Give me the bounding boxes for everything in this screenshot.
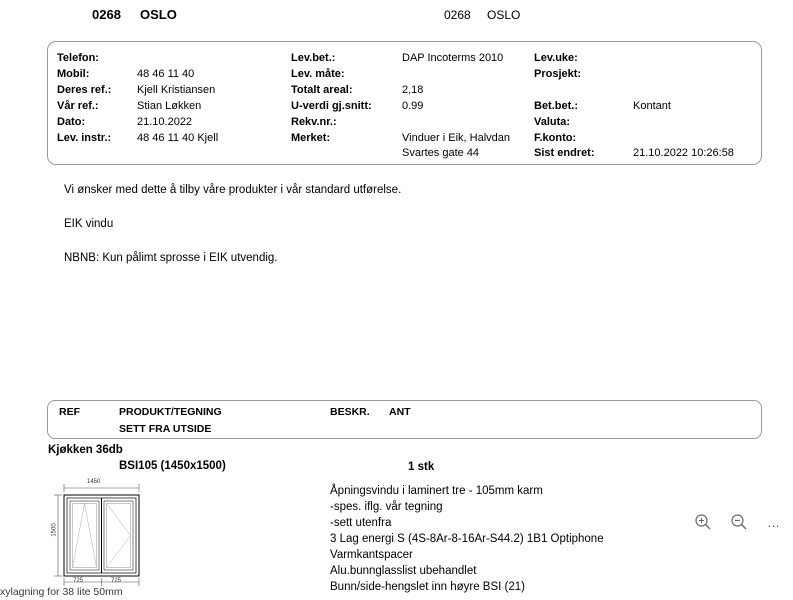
info-label-valuta: Valuta: [534,116,571,128]
info-label-totalt-areal: Totalt areal: [291,84,353,96]
header-name-right: OSLO [487,8,521,22]
table-header-product: PRODUKT/TEGNING [119,406,222,418]
info-label-f-konto: F.konto: [534,132,577,144]
window-drawing [49,479,149,589]
item-spec-line: -sett utenfra [330,517,392,529]
item-spec-line: Alu.bunnglasslist ubehandlet [330,565,477,577]
zoom-in-icon[interactable] [693,512,713,532]
info-label-deres-ref: Deres ref.: [57,84,112,96]
item-spec-line: -spes. iflg. vår tegning [330,501,443,513]
page-right-gutter [781,0,793,600]
document-header [0,7,781,25]
drawing-bottom-left-dimension: 725 [73,578,84,584]
info-label-lev-bet: Lev.bet.: [291,52,336,64]
info-value-deres-ref: Kjell Kristiansen [137,84,216,96]
info-label-merket: Merket: [291,132,331,144]
zoom-more-icon[interactable]: … [767,514,781,530]
info-value-mobil: 48 46 11 40 [137,68,195,80]
body-paragraph-1: Vi ønsker med dette å tilby våre produkter i vår standard utførelse. [64,184,402,196]
table-header-ant: ANT [389,406,411,418]
info-value-bet-bet: Kontant [633,100,671,112]
item-spec-line: Bunn/side-hengslet inn høyre BSI (21) [330,581,525,593]
info-label-telefon: Telefon: [57,52,99,64]
info-value-totalt-areal: 2,18 [402,84,424,96]
body-paragraph-2: EIK vindu [64,218,114,230]
info-value-merket: Vinduer i Eik, Halvdan [402,132,511,144]
info-label-var-ref: Vår ref.: [57,100,99,112]
table-header-ref: REF [59,406,80,418]
info-value-merket-line2: Svartes gate 44 [402,147,480,159]
drawing-bottom-right-dimension: 725 [111,578,122,584]
info-value-dato: 21.10.2022 [137,116,193,128]
info-label-lev-instr: Lev. instr.: [57,132,112,144]
info-value-var-ref: Stian Løkken [137,100,202,112]
table-header-product-sub: SETT FRA UTSIDE [119,423,212,435]
item-quantity: 1 stk [408,461,435,473]
item-spec-line: Varmkantspacer [330,549,413,561]
info-value-sist-endret: 21.10.2022 10:26:58 [633,147,734,159]
info-label-sist-endret: Sist endret: [534,147,595,159]
item-group-title: Kjøkken 36db [48,444,123,456]
info-label-u-verdi: U-verdi gj.snitt: [291,100,372,112]
zoom-out-icon[interactable] [729,512,749,532]
clipped-bottom-text: xylagning for 38 lite 50mm [0,586,123,597]
info-label-lev-uke: Lev.uke: [534,52,578,64]
drawing-top-dimension: 1450 [87,479,101,485]
drawing-left-dimension: 1500 [51,523,58,537]
info-label-mobil: Mobil: [57,68,90,80]
header-number-right: 0268 [444,8,471,22]
item-spec-line: 3 Lag energi S (4S-8Ar-8-16Ar-S44.2) 1B1 Optiphone [330,533,604,545]
info-label-dato: Dato: [57,116,86,128]
info-value-u-verdi: 0.99 [402,100,424,112]
info-label-rekv-nr: Rekv.nr.: [291,116,337,128]
item-spec-line: Åpningsvindu i laminert tre - 105mm karm [330,485,543,497]
header-number-left: 0268 [92,7,121,22]
item-name: BSI105 (1450x1500) [119,460,226,472]
zoom-toolbar [683,496,781,548]
info-label-lev-mate: Lev. måte: [291,68,345,80]
table-header-beskr: BESKR. [330,406,370,418]
info-label-bet-bet: Bet.bet.: [534,100,578,112]
info-label-prosjekt: Prosjekt: [534,68,582,80]
drawing-svg [49,479,149,589]
header-name-left: OSLO [140,7,177,22]
body-paragraph-3: NBNB: Kun pålimt sprosse i EIK utvendig. [64,252,278,264]
info-value-lev-bet: DAP Incoterms 2010 [402,52,504,64]
info-value-lev-instr: 48 46 11 40 Kjell [137,132,219,144]
